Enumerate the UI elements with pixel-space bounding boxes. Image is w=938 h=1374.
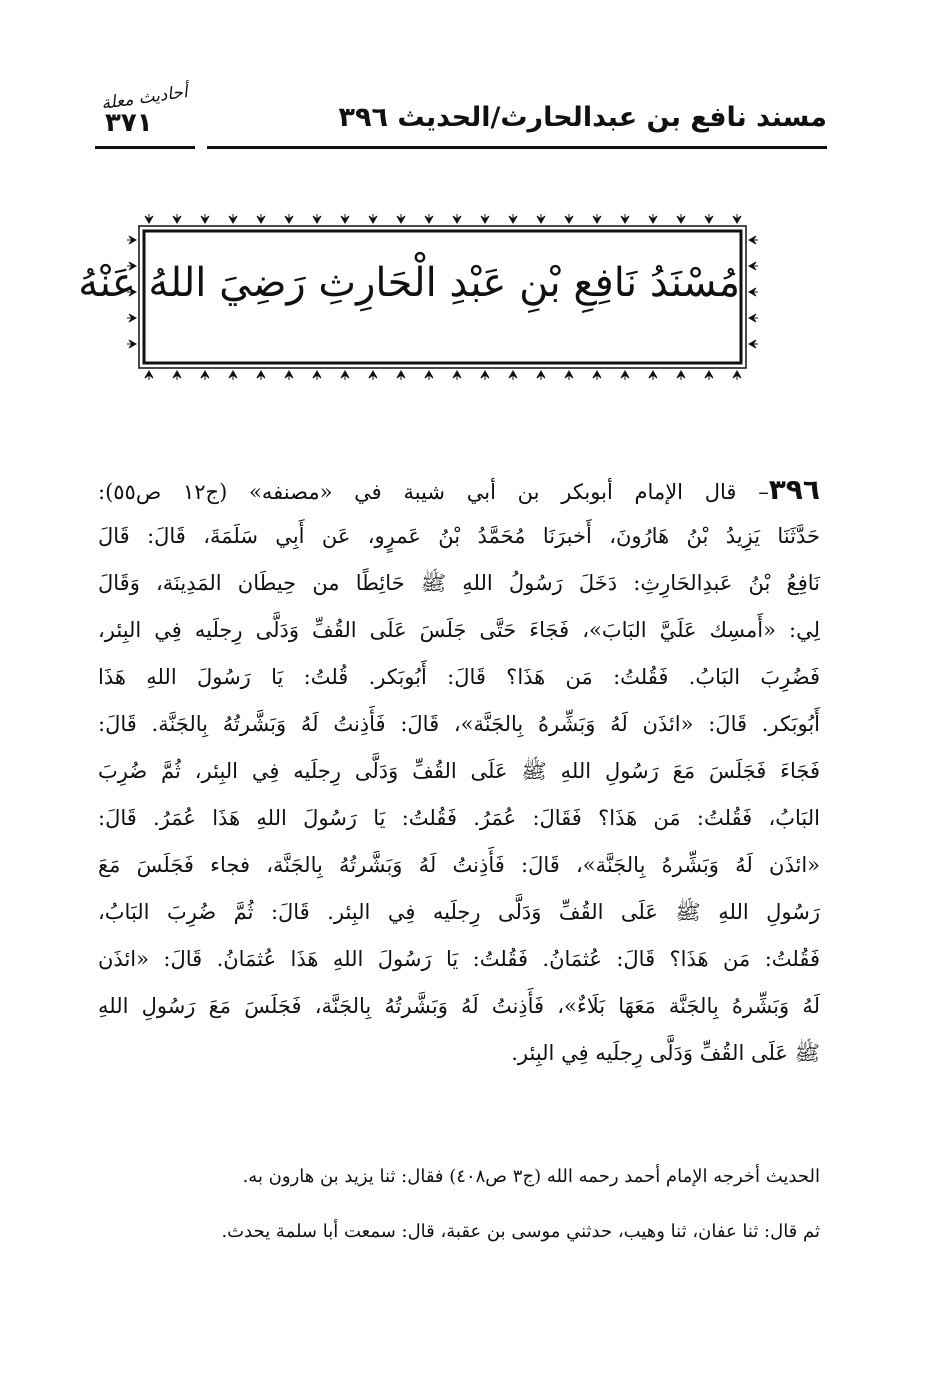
header-rule (207, 146, 827, 149)
running-title: مسند نافع بن عبدالحارث/الحديث ٣٩٦ (338, 102, 827, 133)
hadith-line: لَهُ وَبَشِّرهُ بِالجَنَّة مَعَهَا بَلَاءٌ»، فَأَذِنتُ لَهُ وَبَشَّرتُهُ بِالجَنَّة، فَجَلَسَ مَعَ رَسُولِ اللهِ (98, 994, 820, 1018)
hadith-line: فَضُرِبَ البَابُ. فَقُلتُ: مَن هَذَا؟ قَالَ: أَبُوبَكر. قُلتُ: يَا رَسُولَ اللهِ هَذَا (98, 665, 820, 689)
hadith-line: حَدَّثَنَا يَزِيدُ بْنُ هَارُونَ، أَخبرَنَا مُحَمَّدُ بْنُ عَمرٍو، عَن أَبِي سَلَمَةَ، قَالَ: قَالَ (98, 524, 820, 548)
footnote-line: الحديث أخرجه الإمام أحمد رحمه الله (ج٣ ص٤٠٨) فقال: ثنا يزيد بن هارون به. (242, 1166, 820, 1187)
hadith-line: ٣٩٦– قال الإمام أبوبكر بن أبي شيبة في «مصنفه» (ج١٢ ص٥٥): (98, 473, 820, 506)
page-number: ٣٧١ (105, 108, 153, 138)
hadith-line: أَبُوبَكر. قَالَ: «ائذَن لَهُ وَبَشِّرهُ بِالجَنَّة»، قَالَ: فَأَذِنتُ لَهُ وَبَشَّرتُهُ بِالجَنَّة. قَالَ: (98, 712, 820, 736)
hadith-line: البَابُ، فَقُلتُ: مَن هَذَا؟ فَقَالَ: عُمَرُ. فَقُلتُ: يَا رَسُولَ اللهِ هَذَا عُمَرُ. قَالَ: (98, 806, 820, 830)
page-number-rule (95, 146, 195, 149)
handwritten-margin-note: أحاديث معلة (100, 82, 189, 114)
footnotes (98, 1152, 820, 1262)
hadith-line: ﷺ عَلَى القُفِّ وَدَلَّى رِجلَيه فِي البِئر. (511, 1041, 820, 1065)
hadith-line: لِي: «أَمسِك عَلَيَّ البَابَ»، فَجَاءَ حَتَّى جَلَسَ عَلَى القُفِّ وَدَلَّى رِجلَيه فِي البِئر، (98, 618, 820, 642)
hadith-line: نَافِعُ بْنُ عَبدِالحَارِثِ: دَخَلَ رَسُولُ اللهِ ﷺ حَائِطًا من حِيطَان المَدِينَة، وَقَالَ (98, 571, 820, 595)
hadith-line: فَجَاءَ فَجَلَسَ مَعَ رَسُولِ اللهِ ﷺ عَلَى القُفِّ وَدَلَّى رِجلَيه فِي البِئر، ثُمَّ ضُرِبَ (98, 759, 820, 783)
ornamental-title-frame (78, 208, 760, 386)
hadith-line: رَسُولِ اللهِ ﷺ عَلَى القُفِّ وَدَلَّى رِجلَيه فِي البِئر. قَالَ: ثُمَّ ضُرِبَ البَابُ، (98, 900, 820, 924)
footnote-line: ثم قال: ثنا عفان، ثنا وهيب، حدثني موسى بن عقبة، قال: سمعت أبا سلمة يحدث. (221, 1221, 820, 1242)
hadith-line: «ائذَن لَهُ وَبَشِّرهُ بِالجَنَّة»، قَالَ: فَأَذِنتُ لَهُ وَبَشَّرتُهُ بِالجَنَّة، فجاء فَجَلَسَ مَعَ (98, 853, 820, 877)
section-title: مُسْنَدُ نَافِعِ بْنِ عَبْدِ الْحَارِثِ رَضِيَ اللهُ عَنْهُ (78, 260, 740, 306)
hadith-line: فَقُلتُ: مَن هَذَا؟ قَالَ: عُثمَانُ. فَقُلتُ: يَا رَسُولَ اللهِ هَذَا عُثمَانُ. قَالَ: «ائذَن (98, 947, 820, 971)
hadith-number: ٣٩٦ (768, 473, 820, 506)
running-header (95, 82, 827, 154)
hadith-body (98, 466, 820, 1077)
